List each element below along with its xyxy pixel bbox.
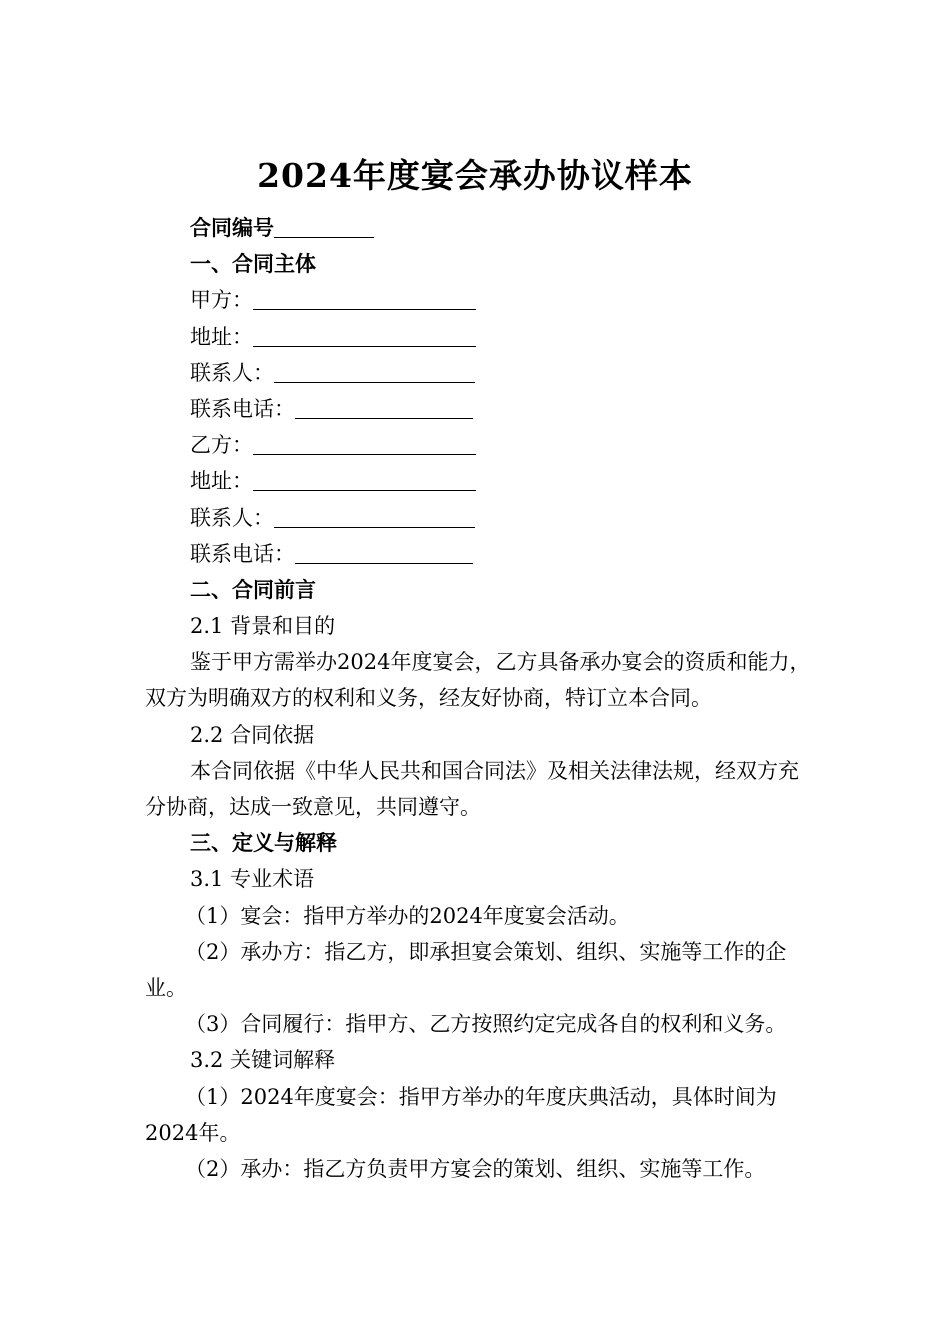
document-body (145, 210, 815, 1187)
party-a-blank (253, 285, 476, 310)
party-a-phone-line (145, 391, 815, 427)
section2-sub2-text: 本合同依据《中华人民共和国合同法》及相关法律法规，经双方充分协商，达成一致意见，共同遵守。 (145, 758, 799, 820)
keyword-2: （2）承办：指乙方负责甲方宴会的策划、组织、实施等工作。 (185, 1157, 766, 1182)
party-b-phone-line (145, 536, 815, 572)
party-b-contact-blank (274, 503, 475, 528)
section2-sub1-text: 鉴于甲方需举办2024年度宴会，乙方具备承办宴会的资质和能力，双方为明确双方的权利和义务，经友好协商，特订立本合同。 (145, 650, 811, 711)
party-b-address-line (145, 463, 815, 499)
contract-number-line (145, 210, 815, 246)
party-a-address-blank (253, 322, 476, 347)
party-b-address-blank (253, 466, 476, 491)
party-b-label: 乙方： (190, 433, 253, 458)
section2-heading: 二、合同前言 (190, 576, 316, 602)
party-a-contact-blank (274, 358, 475, 383)
keyword-1: （1）2024年度宴会：指甲方举办的年度庆典活动，具体时间为2024年。 (145, 1084, 777, 1145)
term-1: （1）宴会：指甲方举办的2024年度宴会活动。 (185, 903, 630, 928)
party-b-contact-line (145, 500, 815, 536)
section2-sub1-title: 2.1 背景和目的 (190, 614, 336, 639)
party-a-address-line (145, 319, 815, 355)
party-a-phone-label: 联系电话： (190, 396, 295, 421)
party-a-contact-label: 联系人： (190, 360, 274, 385)
term-3: （3）合同履行：指甲方、乙方按照约定完成各自的权利和义务。 (185, 1012, 787, 1037)
section3-heading: 三、定义与解释 (190, 830, 337, 856)
term-2: （2）承办方：指乙方，即承担宴会策划、组织、实施等工作的企业。 (145, 939, 787, 1001)
section3-sub1-title: 3.1 专业术语 (190, 867, 315, 892)
party-a-label: 甲方： (190, 288, 253, 313)
document-title: 2024年度宴会承办协议样本 (257, 156, 693, 195)
party-b-blank (253, 430, 476, 455)
section3-sub2-title: 3.2 关键词解释 (190, 1048, 336, 1073)
contract-number-blank (274, 213, 374, 238)
party-b-phone-blank (295, 539, 473, 564)
party-a-address-label: 地址： (190, 324, 253, 349)
party-a-line (145, 282, 815, 318)
party-a-phone-blank (295, 394, 473, 419)
section1-heading: 一、合同主体 (190, 251, 316, 277)
party-b-phone-label: 联系电话： (190, 541, 295, 566)
party-b-line (145, 427, 815, 463)
party-b-contact-label: 联系人： (190, 505, 274, 530)
section2-sub2-title: 2.2 合同依据 (190, 722, 315, 747)
party-a-contact-line (145, 355, 815, 391)
contract-number-label: 合同编号 (190, 215, 274, 240)
party-b-address-label: 地址： (190, 469, 253, 494)
